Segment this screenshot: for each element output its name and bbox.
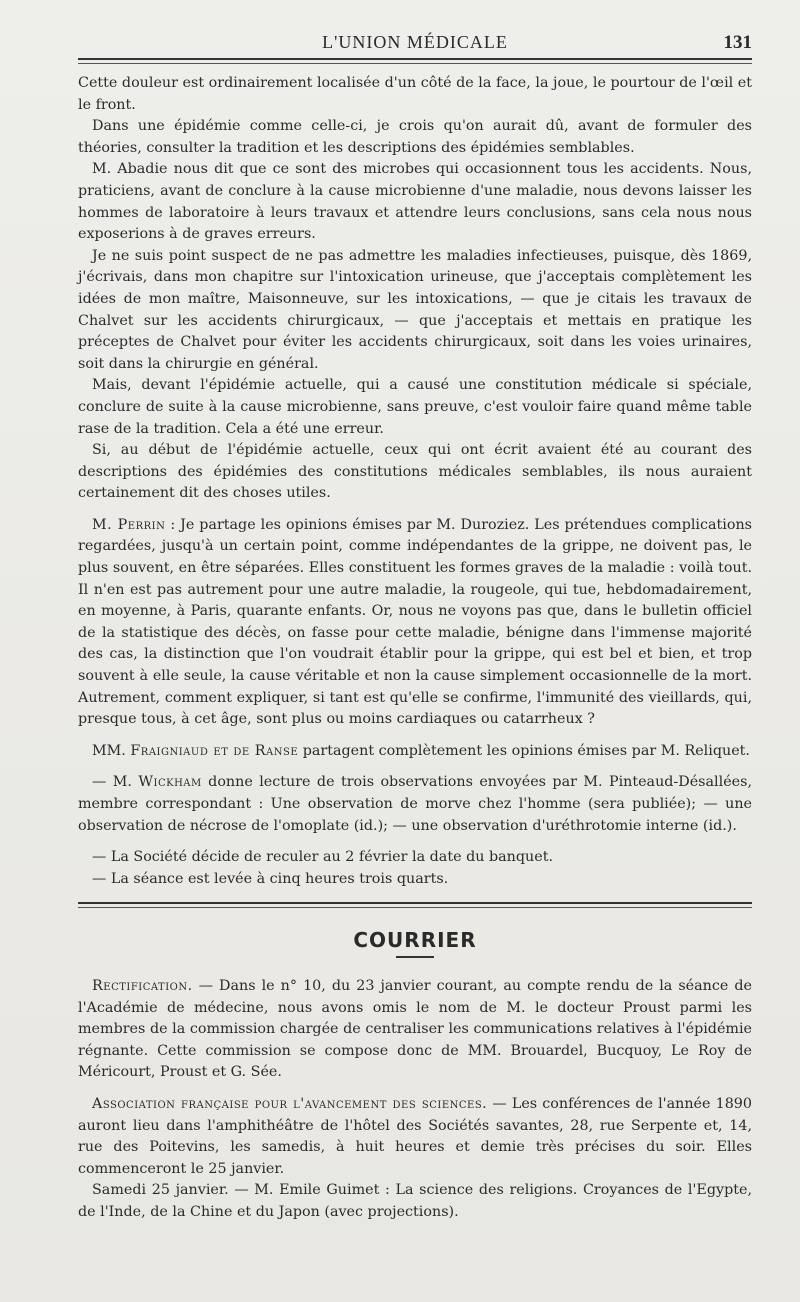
paragraph-prefix: MM. bbox=[92, 742, 131, 759]
paragraph-mm bbox=[78, 741, 752, 763]
courrier-paragraph bbox=[78, 976, 752, 1084]
paragraph: — La Société décide de reculer au 2 février la date du banquet. bbox=[92, 849, 553, 866]
title-rule bbox=[396, 956, 434, 958]
paragraph-text: — Les conférences de l'année 1890 auront lieu dans l'amphithéâtre de l'hôtel des Sociétés savantes, 28, rue Serpente et, 14, rue des Poitevins, les samedis, à huit heures et demie très précises du soir. Elles commenceront le 25 janvier. bbox=[78, 1095, 752, 1177]
paragraph-perrin bbox=[78, 515, 752, 731]
paragraph: Mais, devant l'épidémie actuelle, qui a causé une constitution médicale si spéciale, conclure de suite à la cause microbienne, sans preuve, c'est vouloir faire quand même table rase de la tradition. Cela a été une erreur. bbox=[78, 377, 752, 437]
header-rule bbox=[78, 58, 752, 60]
paragraph: — La séance est levée à cinq heures trois quarts. bbox=[92, 870, 449, 887]
article-body bbox=[78, 73, 752, 1224]
paragraph: M. Abadie nous dit que ce sont des microbes qui occasionnent tous les accidents. Nous, praticiens, avant de conclure à la cause microbienne d'une maladie, nous devons laisser les hommes de laboratoire à leurs travaux et attendre leurs conclusions, sans cela nous nous exposerions à de graves erreurs. bbox=[78, 161, 752, 243]
header-rule-thin bbox=[78, 63, 752, 64]
paragraph: Cette douleur est ordinairement localisée d'un côté de la face, la joue, le pourtour de l'œil et le front. bbox=[78, 75, 752, 113]
speaker-name: Wickham bbox=[138, 774, 202, 791]
speaker-name: M. Perrin bbox=[92, 516, 166, 533]
courrier-paragraph: Samedi 25 janvier. — M. Emile Guimet : La science des religions. Croyances de l'Egypte, de l'Inde, de la Chine et du Japon (avec projections). bbox=[78, 1182, 752, 1220]
courrier-paragraph bbox=[78, 1094, 752, 1180]
speaker-names: Fraigniaud et de Ranse bbox=[130, 742, 299, 759]
paragraph-text: — Dans le n° 10, du 23 janvier courant, au compte rendu de la séance de l'Académie de médecine, nous avons omis le nom de M. le docteur Proust parmi les membres de la commission chargée de centraliser les communications relatives à l'épidémie régnante. Cette commission se compose donc de MM. Brouardel, Bucquoy, Le Roy de Méricourt, Proust et G. Sée. bbox=[78, 977, 752, 1081]
paragraph-text: partagent complètement les opinions émises par M. Reliquet. bbox=[298, 742, 750, 759]
section-divider bbox=[78, 902, 752, 908]
paragraph-wickham bbox=[78, 772, 752, 837]
paragraph-label: Association française pour l'avancement des sciences. bbox=[92, 1095, 488, 1112]
page-number: 131 bbox=[723, 32, 752, 53]
paragraph: Dans une épidémie comme celle-ci, je crois qu'on aurait dû, avant de formuler des théories, consulter la tradition et les descriptions des épidémies semblables. bbox=[78, 118, 752, 156]
paragraph-text: : Je partage les opinions émises par M. Duroziez. Les prétendues complications regardées, jusqu'à un certain point, comme indépendantes de la grippe, ne doivent pas, le plus souvent, en être séparées. Elles constituent les formes graves de la maladie : voilà tout. Il n'en est pas autrement pour une autre maladie, la rougeole, qui tue, hebdomadairement, en moyenne, à Paris, quarante enfants. Or, nous ne voyons pas que, dans le bulletin officiel de la statistique des décès, on fasse pour cette maladie, bénigne dans l'immense majorité des cas, la distinction que l'on voudrait établir pour la grippe, qui est bel et bien, et trop souvent à elle seule, la cause véritable et non la cause simplement occasionnelle de la mort. Autrement, comment expliquer, si tant est qu'elle se confirme, l'immunité des vieillards, qui, presque tous, à cet âge, sont plus ou moins cardiaques ou catarrheux ? bbox=[78, 516, 752, 728]
page-header bbox=[78, 28, 752, 58]
paragraph: Je ne suis point suspect de ne pas admettre les maladies infectieuses, puisque, dès 1869, j'écrivais, dans mon chapitre sur l'intoxication urineuse, que j'acceptais complètement les idées de mon maître, Maisonneuve, sur les intoxications, — que je citais les travaux de Chalvet sur les accidents chirurgicaux, — que j'acceptais et mettais en pratique les préceptes de Chalvet pour éviter les accidents chirurgicaux, soit dans les voies urinaires, soit dans la chirurgie en général. bbox=[78, 247, 752, 372]
paragraph-prefix: — M. bbox=[92, 774, 139, 791]
paragraph: Si, au début de l'épidémie actuelle, ceux qui ont écrit avaient été au courant des descriptions des épidémies des constitutions médicales semblables, ils nous auraient certainement dit des choses utiles. bbox=[78, 442, 752, 502]
running-title: L'UNION MÉDICALE bbox=[322, 32, 508, 52]
paragraph-text: donne lecture de trois observations envoyées par M. Pinteaud-Désallées, membre correspondant : Une observation de morve chez l'homme (sera publiée); — une observation de nécrose de l'omoplate (id.); — une observation d'uréthrotomie interne (id.). bbox=[78, 774, 752, 834]
section-title: COURRIER bbox=[353, 928, 477, 953]
paragraph-label: Rectification. bbox=[92, 977, 193, 994]
